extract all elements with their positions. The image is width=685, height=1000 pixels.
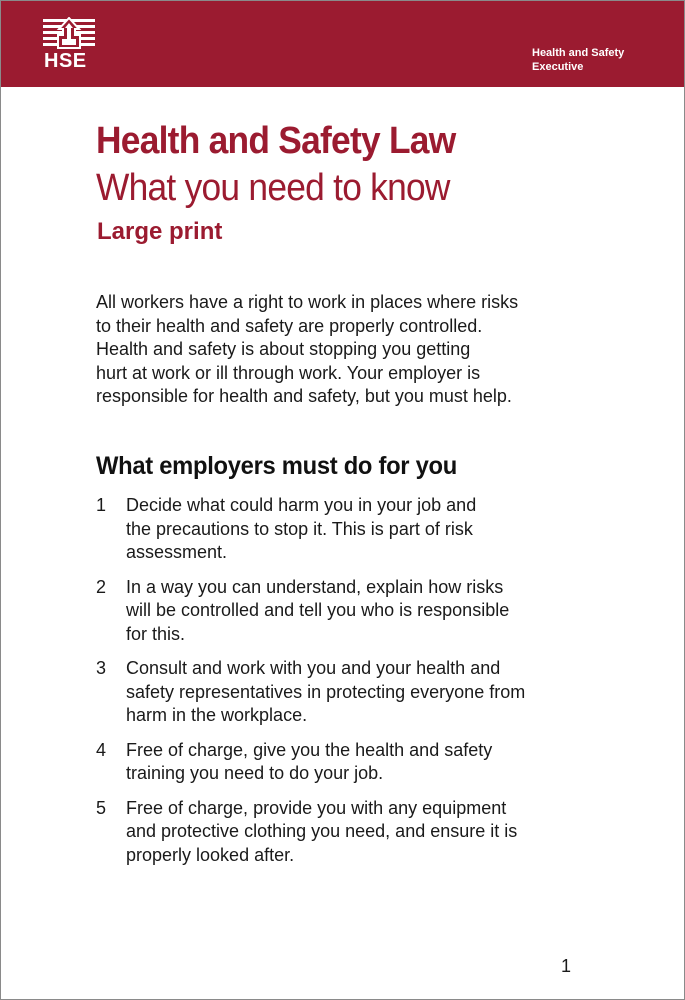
item-text <box>126 576 616 647</box>
employer-duties-list <box>96 494 616 878</box>
list-item <box>96 576 616 647</box>
item-text <box>126 494 616 565</box>
item-line: Free of charge, give you the health and safety <box>126 739 493 760</box>
intro-line: responsible for health and safety, but you must help. <box>96 386 512 406</box>
item-line: safety representatives in protecting everyone from <box>126 681 526 702</box>
hse-emblem-icon <box>41 17 101 53</box>
organisation-line: Health and Safety <box>532 47 625 59</box>
list-item <box>96 494 616 565</box>
organisation-line: Executive <box>532 61 584 73</box>
item-line: for this. <box>126 623 186 644</box>
document-title: Health and Safety Law <box>96 120 456 162</box>
item-line: and protective clothing you need, and ensure it is <box>126 821 518 841</box>
item-number: 3 <box>96 658 107 678</box>
hse-logo <box>41 17 101 75</box>
section-heading: What employers must do for you <box>96 452 457 480</box>
header-band <box>1 1 684 87</box>
item-line: In a way you can understand, explain how risks <box>126 576 504 597</box>
list-item <box>96 657 616 728</box>
item-line: will be controlled and tell you who is responsible <box>126 600 510 620</box>
list-item <box>96 797 616 868</box>
intro-paragraph <box>96 291 596 409</box>
intro-line: hurt at work or ill through work. Your employer is <box>96 362 481 383</box>
intro-line: All workers have a right to work in places where risks <box>96 292 519 312</box>
item-text <box>126 739 616 786</box>
item-line: training you need to do your job. <box>126 763 384 783</box>
item-line: Decide what could harm you in your job and <box>126 495 477 515</box>
item-line: harm in the workplace. <box>126 705 308 725</box>
page-number: 1 <box>561 956 572 976</box>
document-subtitle: What you need to know <box>96 167 450 209</box>
intro-line: Health and safety is about stopping you getting <box>96 339 471 359</box>
item-line: assessment. <box>126 542 228 562</box>
item-number: 1 <box>96 495 107 515</box>
item-number: 5 <box>96 797 107 818</box>
item-text <box>126 797 616 868</box>
item-line: properly looked after. <box>126 844 295 865</box>
item-text <box>126 657 616 728</box>
organisation-name <box>532 46 662 74</box>
logo-wordmark: HSE <box>44 50 87 72</box>
item-line: the precautions to stop it. This is part of risk <box>126 518 473 539</box>
item-line: Consult and work with you and your health and <box>126 658 501 678</box>
item-number: 4 <box>96 739 107 760</box>
intro-line: to their health and safety are properly controlled. <box>96 315 483 336</box>
item-line: Free of charge, provide you with any equipment <box>126 797 507 818</box>
item-number: 2 <box>96 576 107 597</box>
edition-label: Large print <box>97 218 223 245</box>
list-item <box>96 739 616 786</box>
